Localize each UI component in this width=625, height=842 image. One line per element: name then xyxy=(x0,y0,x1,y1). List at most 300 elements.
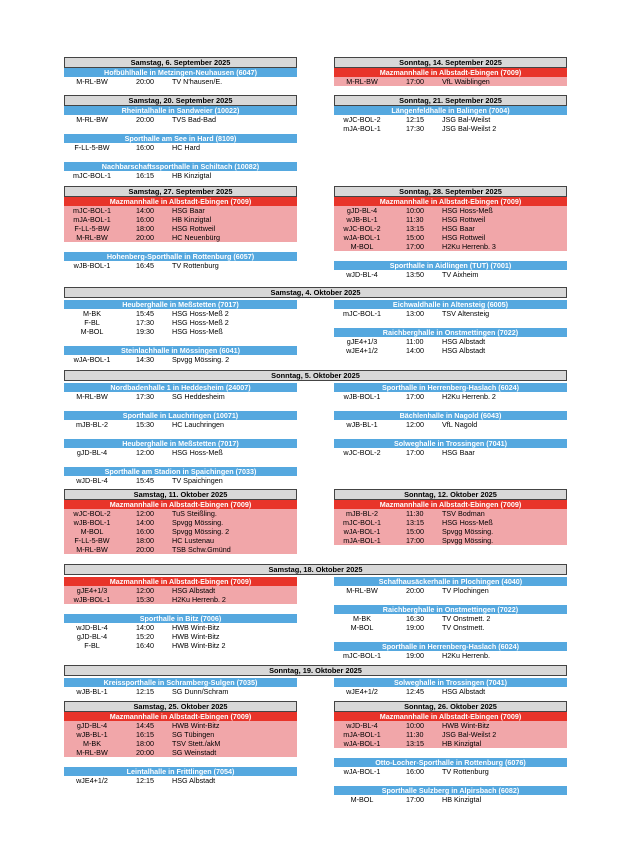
team-name: wJC-BOL-2 xyxy=(73,509,111,518)
team-name: wJA-BOL-1 xyxy=(73,355,111,364)
team-name: mJA-BOL-1 xyxy=(343,124,381,133)
game-row xyxy=(334,115,567,124)
opponent: HSG Hoss-Meß 2 xyxy=(172,318,229,327)
game-time: 17:00 xyxy=(406,536,424,545)
team-name: wJA-BOL-1 xyxy=(343,767,381,776)
game-row xyxy=(334,623,567,632)
date-header: Samstag, 4. Oktober 2025 xyxy=(64,287,567,298)
home-venue-header: Mazmannhalle in Albstadt-Ebingen (7009) xyxy=(64,577,297,586)
venue-header: Nordbadenhalle 1 in Heddesheim (24007) xyxy=(64,383,297,392)
venue-header: Kreissporthalle in Schramberg-Sulgen (7035) xyxy=(64,678,297,687)
game-time: 12:00 xyxy=(406,420,424,429)
game-row xyxy=(64,509,297,518)
game-time: 11:00 xyxy=(406,337,424,346)
team-name: wJA-BOL-1 xyxy=(343,233,381,242)
left-column xyxy=(64,300,297,364)
venue-header: Sporthalle Sulzberg in Alpirsbach (6082) xyxy=(334,786,567,795)
opponent: HSG Albstadt xyxy=(442,687,486,696)
match-day-block xyxy=(64,564,567,660)
opponent: H2Ku Herrenb. xyxy=(442,651,490,660)
game-time: 15:00 xyxy=(406,527,424,536)
opponent: HSG Hoss-Meß xyxy=(442,206,493,215)
venue-header: Heuberghalle in Meßstetten (7017) xyxy=(64,439,297,448)
game-row xyxy=(334,730,567,739)
game-row xyxy=(64,730,297,739)
team-name: wJB-BOL-1 xyxy=(73,518,111,527)
team-name: wJE4+1/2 xyxy=(346,346,378,355)
opponent: JSG Bal-Weilst 2 xyxy=(442,124,497,133)
game-time: 19:00 xyxy=(406,623,424,632)
game-row xyxy=(334,795,567,804)
game-time: 18:00 xyxy=(136,224,154,233)
team-name: mJA-BOL-1 xyxy=(73,215,111,224)
game-row xyxy=(64,206,297,215)
game-row xyxy=(64,392,297,401)
game-row xyxy=(64,215,297,224)
team-name: mJB-BL-2 xyxy=(76,420,108,429)
opponent: HB Kinzigtal xyxy=(442,739,482,748)
team-name: wJE4+1/2 xyxy=(76,776,108,785)
spacer xyxy=(334,251,567,261)
game-row xyxy=(64,261,297,270)
date-header: Sonntag, 14. September 2025 xyxy=(334,57,567,68)
team-name: wJB-BOL-1 xyxy=(343,392,381,401)
right-column xyxy=(334,577,567,660)
match-day-block xyxy=(334,186,567,279)
opponent: Spvgg Mössing. 2 xyxy=(172,355,230,364)
team-name: wJA-BOL-1 xyxy=(343,527,381,536)
venue-header: Solweghalle in Trossingen (7041) xyxy=(334,678,567,687)
game-row xyxy=(64,318,297,327)
opponent: TV Rottenburg xyxy=(442,767,489,776)
game-row xyxy=(334,721,567,730)
game-time: 17:30 xyxy=(406,124,424,133)
opponent: Spvgg Mössing. xyxy=(442,536,494,545)
game-time: 15:00 xyxy=(406,233,424,242)
date-header: Samstag, 18. Oktober 2025 xyxy=(64,564,567,575)
team-name: wJC-BOL-2 xyxy=(343,224,381,233)
game-time: 15:30 xyxy=(136,420,154,429)
game-row xyxy=(64,77,297,86)
team-name: M-BOL xyxy=(350,795,374,804)
opponent: HC Lauchringen xyxy=(172,420,224,429)
opponent: TSB Schw.Gmünd xyxy=(172,545,231,554)
game-row xyxy=(64,632,297,641)
team-name: M-BOL xyxy=(80,327,104,336)
match-day-block xyxy=(334,57,567,86)
team-name: wJA-BOL-1 xyxy=(343,739,381,748)
venue-header: Hofbühlhalle in Metzingen-Neuhausen (6047) xyxy=(64,68,297,77)
home-venue-header: Mazmannhalle in Albstadt-Ebingen (7009) xyxy=(334,500,567,509)
team-name: mJA-BOL-1 xyxy=(343,536,381,545)
game-row xyxy=(334,739,567,748)
team-name: M-BOL xyxy=(350,242,374,251)
venue-header: Bächlenhalle in Nagold (6043) xyxy=(334,411,567,420)
game-time: 16:00 xyxy=(406,767,424,776)
team-name: F-BL xyxy=(84,318,100,327)
game-row xyxy=(64,721,297,730)
spacer xyxy=(64,242,297,252)
game-row xyxy=(64,545,297,554)
opponent: VfL Nagold xyxy=(442,420,478,429)
right-column xyxy=(334,678,567,696)
match-day-block xyxy=(64,186,297,270)
spacer xyxy=(64,152,297,162)
team-name: wJD-BL-4 xyxy=(346,721,378,730)
game-row xyxy=(334,614,567,623)
right-column xyxy=(334,300,567,355)
opponent: HSG Baar xyxy=(172,206,205,215)
game-time: 11:30 xyxy=(406,509,424,518)
opponent: TV Onstmett. 2 xyxy=(442,614,491,623)
game-row xyxy=(334,527,567,536)
spacer xyxy=(334,429,567,439)
opponent: VfL Waiblingen xyxy=(442,77,490,86)
game-row xyxy=(334,651,567,660)
game-time: 14:00 xyxy=(406,346,424,355)
game-row xyxy=(64,355,297,364)
game-row xyxy=(334,124,567,133)
team-name: gJD-BL-4 xyxy=(76,448,108,457)
game-time: 16:00 xyxy=(136,143,154,152)
match-day-block xyxy=(334,489,567,545)
game-time: 11:30 xyxy=(406,215,424,224)
opponent: Spvgg Mössing. xyxy=(442,527,494,536)
game-row xyxy=(64,595,297,604)
game-row xyxy=(64,171,297,180)
game-row xyxy=(64,115,297,124)
venue-header: Otto-Locher-Sporthalle in Rottenburg (6076) xyxy=(334,758,567,767)
game-time: 16:30 xyxy=(406,614,424,623)
opponent: TSV Altensteig xyxy=(442,309,490,318)
opponent: TVS Bad-Bad xyxy=(172,115,216,124)
game-time: 16:00 xyxy=(136,215,154,224)
game-row xyxy=(64,748,297,757)
game-time: 19:30 xyxy=(136,327,154,336)
game-time: 12:00 xyxy=(136,509,154,518)
team-name: mJC-BOL-1 xyxy=(343,651,381,660)
venue-header: Sporthalle in Lauchringen (10071) xyxy=(64,411,297,420)
game-time: 17:30 xyxy=(136,392,154,401)
team-name: F-LL-5-BW xyxy=(74,143,110,152)
opponent: HSG Albstadt xyxy=(172,776,216,785)
opponent: Spvgg Mössing. xyxy=(172,518,224,527)
opponent: TV N'hausen/E. xyxy=(172,77,223,86)
game-row xyxy=(334,346,567,355)
team-name: M-RL-BW xyxy=(76,115,108,124)
game-time: 20:00 xyxy=(136,77,154,86)
game-row xyxy=(334,242,567,251)
game-time: 14:30 xyxy=(136,355,154,364)
opponent: HC Hard xyxy=(172,143,200,152)
team-name: M-BK xyxy=(353,614,371,623)
team-name: M-BOL xyxy=(80,527,104,536)
venue-header: Sporthalle in Herrenberg-Haslach (6024) xyxy=(334,383,567,392)
opponent: HB Kinzigtal xyxy=(442,795,482,804)
opponent: HSG Baar xyxy=(442,224,475,233)
opponent: HC Neuenbürg xyxy=(172,233,220,242)
spacer xyxy=(334,748,567,758)
team-name: M-RL-BW xyxy=(346,586,378,595)
game-time: 16:40 xyxy=(136,641,154,650)
team-name: F-BL xyxy=(84,641,100,650)
left-column xyxy=(64,383,297,485)
game-row xyxy=(334,206,567,215)
game-time: 17:00 xyxy=(406,448,424,457)
opponent: HSG Hoss-Meß xyxy=(172,327,223,336)
opponent: SG Heddesheim xyxy=(172,392,225,401)
game-time: 13:00 xyxy=(406,309,424,318)
game-time: 17:00 xyxy=(406,392,424,401)
date-header: Sonntag, 19. Oktober 2025 xyxy=(64,665,567,676)
game-time: 10:00 xyxy=(406,206,424,215)
team-name: wJB-BOL-1 xyxy=(73,595,111,604)
opponent: HWB Wint-Bitz xyxy=(172,721,220,730)
game-time: 12:15 xyxy=(406,115,424,124)
date-header: Samstag, 6. September 2025 xyxy=(64,57,297,68)
venue-header: Raichberghalle in Onstmettingen (7022) xyxy=(334,328,567,337)
spacer xyxy=(64,336,297,346)
match-day-block xyxy=(64,665,567,696)
game-row xyxy=(64,687,297,696)
game-row xyxy=(334,337,567,346)
opponent: HSG Hoss-Meß 2 xyxy=(172,309,229,318)
game-row xyxy=(334,518,567,527)
game-time: 16:00 xyxy=(136,527,154,536)
date-header: Samstag, 27. September 2025 xyxy=(64,186,297,197)
venue-header: Solweghalle in Trossingen (7041) xyxy=(334,439,567,448)
game-row xyxy=(334,215,567,224)
game-time: 10:00 xyxy=(406,721,424,730)
team-name: M-BOL xyxy=(350,623,374,632)
date-header: Samstag, 20. September 2025 xyxy=(64,95,297,106)
game-row xyxy=(64,327,297,336)
game-time: 12:00 xyxy=(136,448,154,457)
opponent: JSG Bal-Weilst 2 xyxy=(442,730,497,739)
home-venue-header: Mazmannhalle in Albstadt-Ebingen (7009) xyxy=(64,197,297,206)
game-row xyxy=(334,420,567,429)
team-name: wJD-BL-4 xyxy=(76,476,108,485)
opponent: HSG Rottweil xyxy=(172,224,216,233)
team-name: wJB-BL-1 xyxy=(76,687,108,696)
match-day-block xyxy=(334,701,567,804)
game-time: 14:00 xyxy=(136,518,154,527)
opponent: HSG Albstadt xyxy=(442,337,486,346)
team-name: wJE4+1/2 xyxy=(346,687,378,696)
home-venue-header: Mazmannhalle in Albstadt-Ebingen (7009) xyxy=(334,712,567,721)
opponent: JSG Bal-Weilst xyxy=(442,115,491,124)
opponent: HWB Wint-Bitz xyxy=(172,632,220,641)
home-venue-header: Mazmannhalle in Albstadt-Ebingen (7009) xyxy=(334,68,567,77)
game-row xyxy=(334,767,567,776)
game-time: 20:00 xyxy=(136,233,154,242)
home-venue-header: Mazmannhalle in Albstadt-Ebingen (7009) xyxy=(334,197,567,206)
venue-header: Sporthalle am See in Hard (8109) xyxy=(64,134,297,143)
game-time: 17:30 xyxy=(136,318,154,327)
home-venue-header: Mazmannhalle in Albstadt-Ebingen (7009) xyxy=(64,500,297,509)
team-name: gJE4+1/3 xyxy=(346,337,378,346)
match-day-block xyxy=(64,370,567,485)
game-time: 20:00 xyxy=(136,748,154,757)
spacer xyxy=(64,401,297,411)
opponent: HSG Albstadt xyxy=(442,346,486,355)
game-time: 11:30 xyxy=(406,730,424,739)
game-time: 16:45 xyxy=(136,261,154,270)
spacer xyxy=(334,318,567,328)
game-row xyxy=(334,448,567,457)
game-time: 15:20 xyxy=(136,632,154,641)
team-name: gJD-BL-4 xyxy=(76,721,108,730)
opponent: HB Kinzigtal xyxy=(172,171,212,180)
team-name: wJD-BL-4 xyxy=(346,270,378,279)
left-column xyxy=(64,577,297,650)
game-row xyxy=(64,641,297,650)
spacer xyxy=(64,757,297,767)
game-time: 15:45 xyxy=(136,476,154,485)
game-time: 14:45 xyxy=(136,721,154,730)
opponent: TSV Bodman xyxy=(442,509,485,518)
team-name: wJC-BOL-2 xyxy=(343,448,381,457)
game-time: 20:00 xyxy=(406,586,424,595)
right-column xyxy=(334,383,567,457)
home-venue-header: Mazmannhalle in Albstadt-Ebingen (7009) xyxy=(64,712,297,721)
team-name: mJC-BOL-1 xyxy=(73,206,111,215)
opponent: H2Ku Herrenb. 2 xyxy=(172,595,226,604)
opponent: HWB Wint-Bitz xyxy=(172,623,220,632)
game-row xyxy=(64,448,297,457)
team-name: M-RL-BW xyxy=(76,392,108,401)
game-row xyxy=(64,527,297,536)
game-time: 13:15 xyxy=(406,739,424,748)
opponent: HWB Wint-Bitz xyxy=(442,721,490,730)
game-time: 13:15 xyxy=(406,518,424,527)
team-name: mJC-BOL-1 xyxy=(343,518,381,527)
game-time: 20:00 xyxy=(136,545,154,554)
game-time: 13:50 xyxy=(406,270,424,279)
venue-header: Längenfeldhalle in Balingen (7004) xyxy=(334,106,567,115)
venue-header: Sporthalle in Herrenberg-Haslach (6024) xyxy=(334,642,567,651)
spacer xyxy=(334,595,567,605)
team-name: M-RL-BW xyxy=(76,545,108,554)
game-row xyxy=(334,270,567,279)
match-day-block xyxy=(64,57,297,86)
date-header: Sonntag, 5. Oktober 2025 xyxy=(64,370,567,381)
game-time: 17:00 xyxy=(406,242,424,251)
opponent: SG Tübingen xyxy=(172,730,215,739)
opponent: HSG Hoss-Meß xyxy=(442,518,493,527)
team-name: mJC-BOL-1 xyxy=(343,309,381,318)
game-row xyxy=(64,518,297,527)
opponent: HSG Hoss-Meß xyxy=(172,448,223,457)
game-row xyxy=(334,77,567,86)
spacer xyxy=(64,124,297,134)
venue-header: Schafhausäckerhalle in Plochingen (4040) xyxy=(334,577,567,586)
team-name: mJC-BOL-1 xyxy=(73,171,111,180)
opponent: H2Ku Herrenb. 3 xyxy=(442,242,496,251)
game-row xyxy=(334,233,567,242)
game-time: 17:00 xyxy=(406,795,424,804)
venue-header: Steinlachhalle in Mössingen (6041) xyxy=(64,346,297,355)
game-row xyxy=(334,509,567,518)
team-name: wJC-BOL-2 xyxy=(343,115,381,124)
date-header: Samstag, 11. Oktober 2025 xyxy=(64,489,297,500)
game-time: 16:15 xyxy=(136,171,154,180)
match-day-block xyxy=(64,701,297,785)
game-time: 19:00 xyxy=(406,651,424,660)
game-row xyxy=(64,309,297,318)
game-row xyxy=(334,224,567,233)
game-time: 14:00 xyxy=(136,206,154,215)
team-name: F-LL-5-BW xyxy=(74,224,110,233)
opponent: SG Weinstadt xyxy=(172,748,217,757)
game-row xyxy=(334,687,567,696)
team-name: wJB-BL-1 xyxy=(76,730,108,739)
opponent: HWB Wint-Bitz 2 xyxy=(172,641,226,650)
game-time: 12:45 xyxy=(406,687,424,696)
game-row xyxy=(64,776,297,785)
venue-header: Hohenberg-Sporthalle in Rottenburg (6057) xyxy=(64,252,297,261)
game-time: 15:45 xyxy=(136,309,154,318)
left-column xyxy=(64,678,297,696)
game-row xyxy=(64,224,297,233)
game-row xyxy=(64,623,297,632)
spacer xyxy=(334,401,567,411)
game-row xyxy=(64,233,297,242)
team-name: M-RL-BW xyxy=(76,77,108,86)
venue-header: Raichberghalle in Onstmettingen (7022) xyxy=(334,605,567,614)
team-name: wJD-BL-4 xyxy=(76,623,108,632)
venue-header: Rheintalhalle in Sandweier (10022) xyxy=(64,106,297,115)
date-header: Sonntag, 26. Oktober 2025 xyxy=(334,701,567,712)
game-time: 12:00 xyxy=(136,586,154,595)
match-day-block xyxy=(64,95,297,180)
team-name: mJA-BOL-1 xyxy=(343,730,381,739)
opponent: TV Rottenburg xyxy=(172,261,219,270)
date-header: Samstag, 25. Oktober 2025 xyxy=(64,701,297,712)
team-name: M-BK xyxy=(83,309,101,318)
opponent: TV Aixheim xyxy=(442,270,479,279)
match-day-block xyxy=(64,287,567,364)
team-name: wJB-BL-1 xyxy=(346,420,378,429)
game-row xyxy=(334,309,567,318)
match-day-block xyxy=(64,489,297,554)
venue-header: Sporthalle in Bitz (7006) xyxy=(64,614,297,623)
match-day-block xyxy=(334,95,567,133)
venue-header: Leintalhalle in Frittlingen (7054) xyxy=(64,767,297,776)
opponent: TV Spaichingen xyxy=(172,476,223,485)
game-time: 15:30 xyxy=(136,595,154,604)
game-time: 18:00 xyxy=(136,739,154,748)
game-time: 20:00 xyxy=(136,115,154,124)
opponent: TSV Stett./akM xyxy=(172,739,221,748)
team-name: wJB-BOL-1 xyxy=(73,261,111,270)
game-row xyxy=(64,739,297,748)
game-row xyxy=(64,143,297,152)
team-name: M-RL-BW xyxy=(346,77,378,86)
team-name: gJD-BL-4 xyxy=(346,206,378,215)
team-name: wJB-BL-1 xyxy=(346,215,378,224)
spacer xyxy=(64,457,297,467)
team-name: F-LL-5-BW xyxy=(74,536,110,545)
game-time: 12:15 xyxy=(136,687,154,696)
spacer xyxy=(334,776,567,786)
opponent: HSG Rottweil xyxy=(442,215,486,224)
opponent: Spvgg Mössing. 2 xyxy=(172,527,230,536)
opponent: HSG Rottweil xyxy=(442,233,486,242)
venue-header: Heuberghalle in Meßstetten (7017) xyxy=(64,300,297,309)
game-time: 18:00 xyxy=(136,536,154,545)
team-name: gJE4+1/3 xyxy=(76,586,108,595)
